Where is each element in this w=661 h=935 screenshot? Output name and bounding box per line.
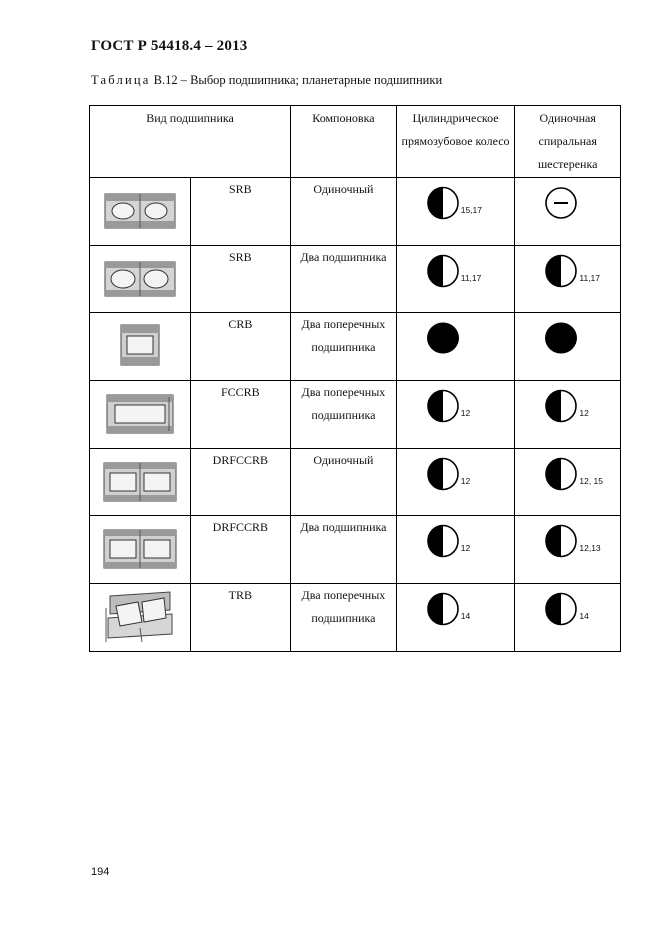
- bearing-image-cell: [90, 178, 191, 246]
- bearing-layout: Два подшипника: [291, 245, 397, 313]
- page-number: 194: [91, 866, 110, 878]
- table-row: [90, 381, 621, 449]
- filled-circle-symbol: [425, 320, 461, 356]
- note-reference: 12: [579, 408, 589, 419]
- document-title: ГОСТ Р 54418.4 – 2013: [91, 38, 248, 54]
- note-reference: 12,13: [579, 543, 601, 554]
- half-filled-circle-symbol: [425, 253, 461, 289]
- suitability-symbol: [427, 187, 497, 227]
- half-filled-circle-symbol: [543, 456, 579, 492]
- note-reference: 12: [460, 543, 471, 554]
- suitability-symbol: [545, 187, 615, 227]
- bearing-layout: Одиночный: [291, 178, 397, 246]
- bearing-drawing-srb-pair: [103, 258, 177, 300]
- bearing-code: SRB: [190, 245, 291, 313]
- spur-gear-cell: [396, 584, 515, 652]
- bearing-layout: Два поперечных подшипника: [291, 584, 397, 652]
- spiral-pinion-cell: [515, 584, 621, 652]
- filled-circle-symbol: [543, 320, 579, 356]
- half-filled-circle-symbol: [543, 388, 579, 424]
- note-reference: 12, 15: [579, 475, 604, 486]
- bearing-drawing-fccrb: [105, 391, 175, 437]
- suitability-symbol: [545, 322, 615, 362]
- bearing-code: DRFCCRB: [190, 448, 291, 516]
- spiral-pinion-cell: [515, 448, 621, 516]
- note-reference: 12: [460, 408, 471, 419]
- bearing-layout: Два поперечных подшипника: [291, 313, 397, 381]
- spur-gear-cell: [396, 448, 515, 516]
- spur-gear-cell: [396, 178, 515, 246]
- suitability-symbol: [545, 525, 615, 565]
- note-reference: 11,17: [579, 272, 601, 283]
- bearing-image-cell: [90, 584, 191, 652]
- suitability-symbol: [427, 255, 497, 295]
- table-row: [90, 245, 621, 313]
- spur-gear-cell: [396, 516, 515, 584]
- bearing-drawing-srb: [103, 190, 177, 232]
- bearing-code: FCCRB: [190, 381, 291, 449]
- spiral-pinion-cell: [515, 178, 621, 246]
- bearing-code: CRB: [190, 313, 291, 381]
- suitability-symbol: [545, 458, 615, 498]
- table-row: [90, 178, 621, 246]
- suitability-symbol: [545, 593, 615, 633]
- caption-text: В.12 – Выбор подшипника; планетарные подшипники: [150, 73, 443, 87]
- table-row: [90, 584, 621, 652]
- bearing-image-cell: [90, 448, 191, 516]
- suitability-symbol: [427, 322, 497, 362]
- bearing-layout: Два подшипника: [291, 516, 397, 584]
- header-spiral-pinion: Одиночная спиральная шестеренка: [515, 106, 621, 178]
- bearing-image-cell: [90, 381, 191, 449]
- bearing-drawing-crb: [118, 321, 162, 369]
- table-caption: [91, 73, 442, 88]
- bearing-code: DRFCCRB: [190, 516, 291, 584]
- half-filled-circle-symbol: [543, 591, 579, 627]
- spiral-pinion-cell: [515, 245, 621, 313]
- table-row: [90, 516, 621, 584]
- spur-gear-cell: [396, 245, 515, 313]
- bearing-image-cell: [90, 313, 191, 381]
- bearing-layout: Одиночный: [291, 448, 397, 516]
- bearing-code: SRB: [190, 178, 291, 246]
- table-row: [90, 448, 621, 516]
- header-spur-gear: Цилиндрическое прямозубовое колесо: [396, 106, 515, 178]
- header-bearing-type: Вид подшипника: [90, 106, 291, 178]
- half-filled-circle-symbol: [425, 523, 461, 559]
- bearing-selection-table: [89, 105, 621, 652]
- suitability-symbol: [427, 458, 497, 498]
- spiral-pinion-cell: [515, 313, 621, 381]
- spiral-pinion-cell: [515, 381, 621, 449]
- spur-gear-cell: [396, 313, 515, 381]
- bearing-code: TRB: [190, 584, 291, 652]
- spur-gear-cell: [396, 381, 515, 449]
- note-reference: 14: [579, 611, 589, 622]
- bearing-image-cell: [90, 516, 191, 584]
- spiral-pinion-cell: [515, 516, 621, 584]
- half-filled-circle-symbol: [425, 185, 461, 221]
- bearing-image-cell: [90, 245, 191, 313]
- suitability-symbol: [427, 525, 497, 565]
- note-reference: 14: [460, 611, 471, 622]
- bearing-drawing-trb: [102, 588, 178, 644]
- note-reference: 11,17: [460, 272, 482, 283]
- suitability-symbol: [427, 390, 497, 430]
- bearing-layout: Два поперечных подшипника: [291, 381, 397, 449]
- half-filled-circle-symbol: [425, 388, 461, 424]
- bearing-drawing-drfccrb: [102, 459, 178, 505]
- table-header-row: [90, 106, 621, 178]
- suitability-symbol: [427, 593, 497, 633]
- table-row: [90, 313, 621, 381]
- half-filled-circle-symbol: [425, 456, 461, 492]
- half-filled-circle-symbol: [543, 253, 579, 289]
- caption-prefix: Таблица: [91, 73, 151, 87]
- minus-circle-symbol: [543, 185, 579, 221]
- half-filled-circle-symbol: [425, 591, 461, 627]
- half-filled-circle-symbol: [543, 523, 579, 559]
- note-reference: 12: [460, 475, 471, 486]
- suitability-symbol: [545, 255, 615, 295]
- bearing-drawing-drfccrb-pair: [102, 526, 178, 572]
- suitability-symbol: [545, 390, 615, 430]
- header-layout: Компоновка: [291, 106, 397, 178]
- note-reference: 15,17: [460, 205, 482, 215]
